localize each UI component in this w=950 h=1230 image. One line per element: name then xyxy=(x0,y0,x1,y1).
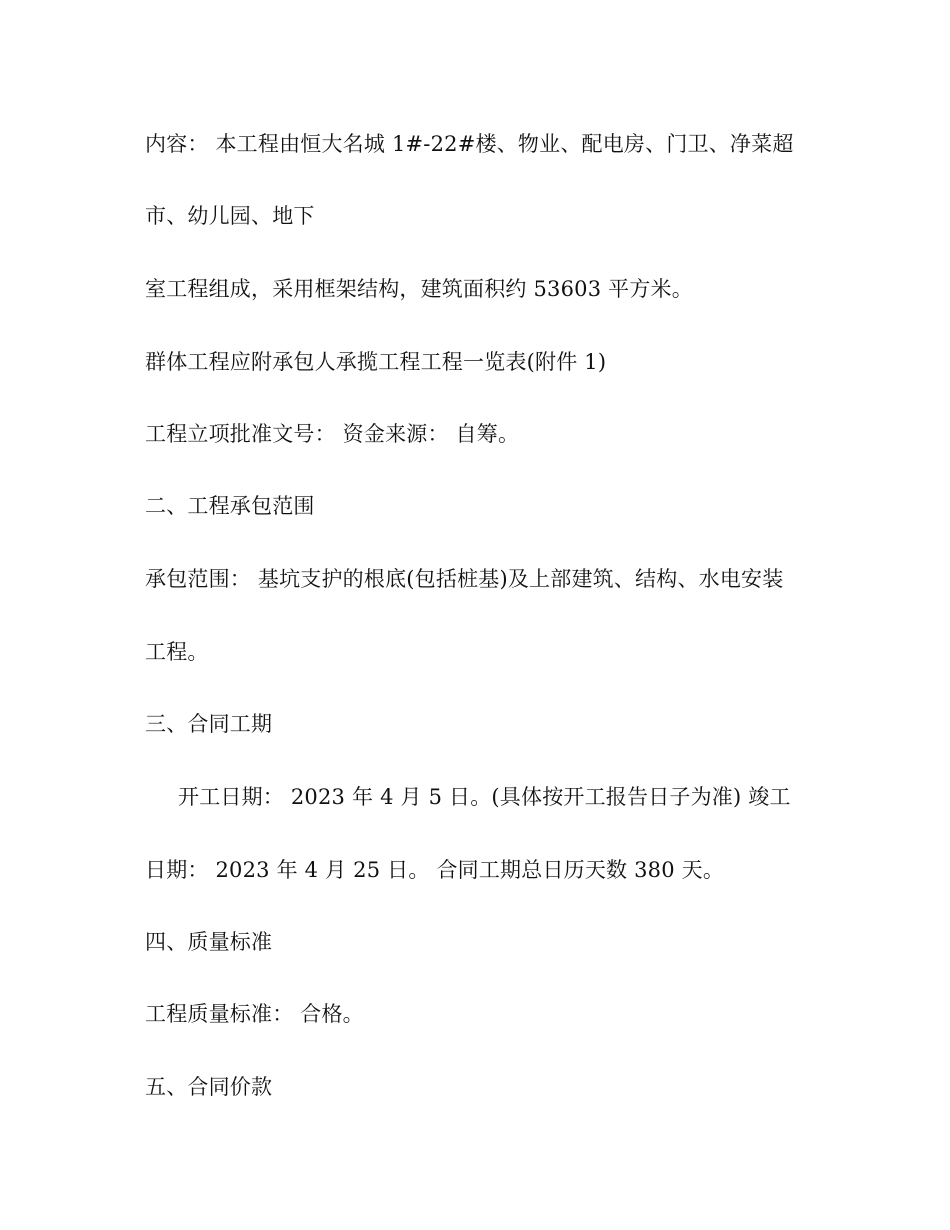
paragraph-duration-line-2: 日期： 2023 年 4 月 25 日。 合同工期总日历天数 380 天。 xyxy=(145,858,725,882)
section-heading-quality: 四、质量标准 xyxy=(145,930,273,954)
section-heading-scope: 二、工程承包范围 xyxy=(145,494,315,518)
section-heading-duration: 三、合同工期 xyxy=(145,712,273,736)
paragraph-approval-funding: 工程立项批准文号： 资金来源： 自筹。 xyxy=(145,422,520,446)
paragraph-scope-line-2: 工程。 xyxy=(145,640,209,664)
paragraph-scope-line-1: 承包范围： 基坑支护的根底(包括桩基)及上部建筑、结构、水电安装 xyxy=(145,567,784,591)
paragraph-quality-standard: 工程质量标准： 合格。 xyxy=(145,1002,364,1026)
paragraph-content-line-3: 室工程组成，采用框架结构，建筑面积约 53603 平方米。 xyxy=(145,277,693,301)
paragraph-content-line-1: 内容： 本工程由恒大名城 1#-22#楼、物业、配电房、门卫、净菜超 xyxy=(145,132,794,156)
paragraph-duration-line-1: 开工日期： 2023 年 4 月 5 日。(具体按开工报告日子为准) 竣工 xyxy=(178,785,791,809)
paragraph-content-line-2: 市、幼儿园、地下 xyxy=(145,204,315,228)
section-heading-price: 五、合同价款 xyxy=(145,1075,273,1099)
paragraph-attachment-note: 群体工程应附承包人承揽工程工程一览表(附件 1) xyxy=(145,350,607,374)
